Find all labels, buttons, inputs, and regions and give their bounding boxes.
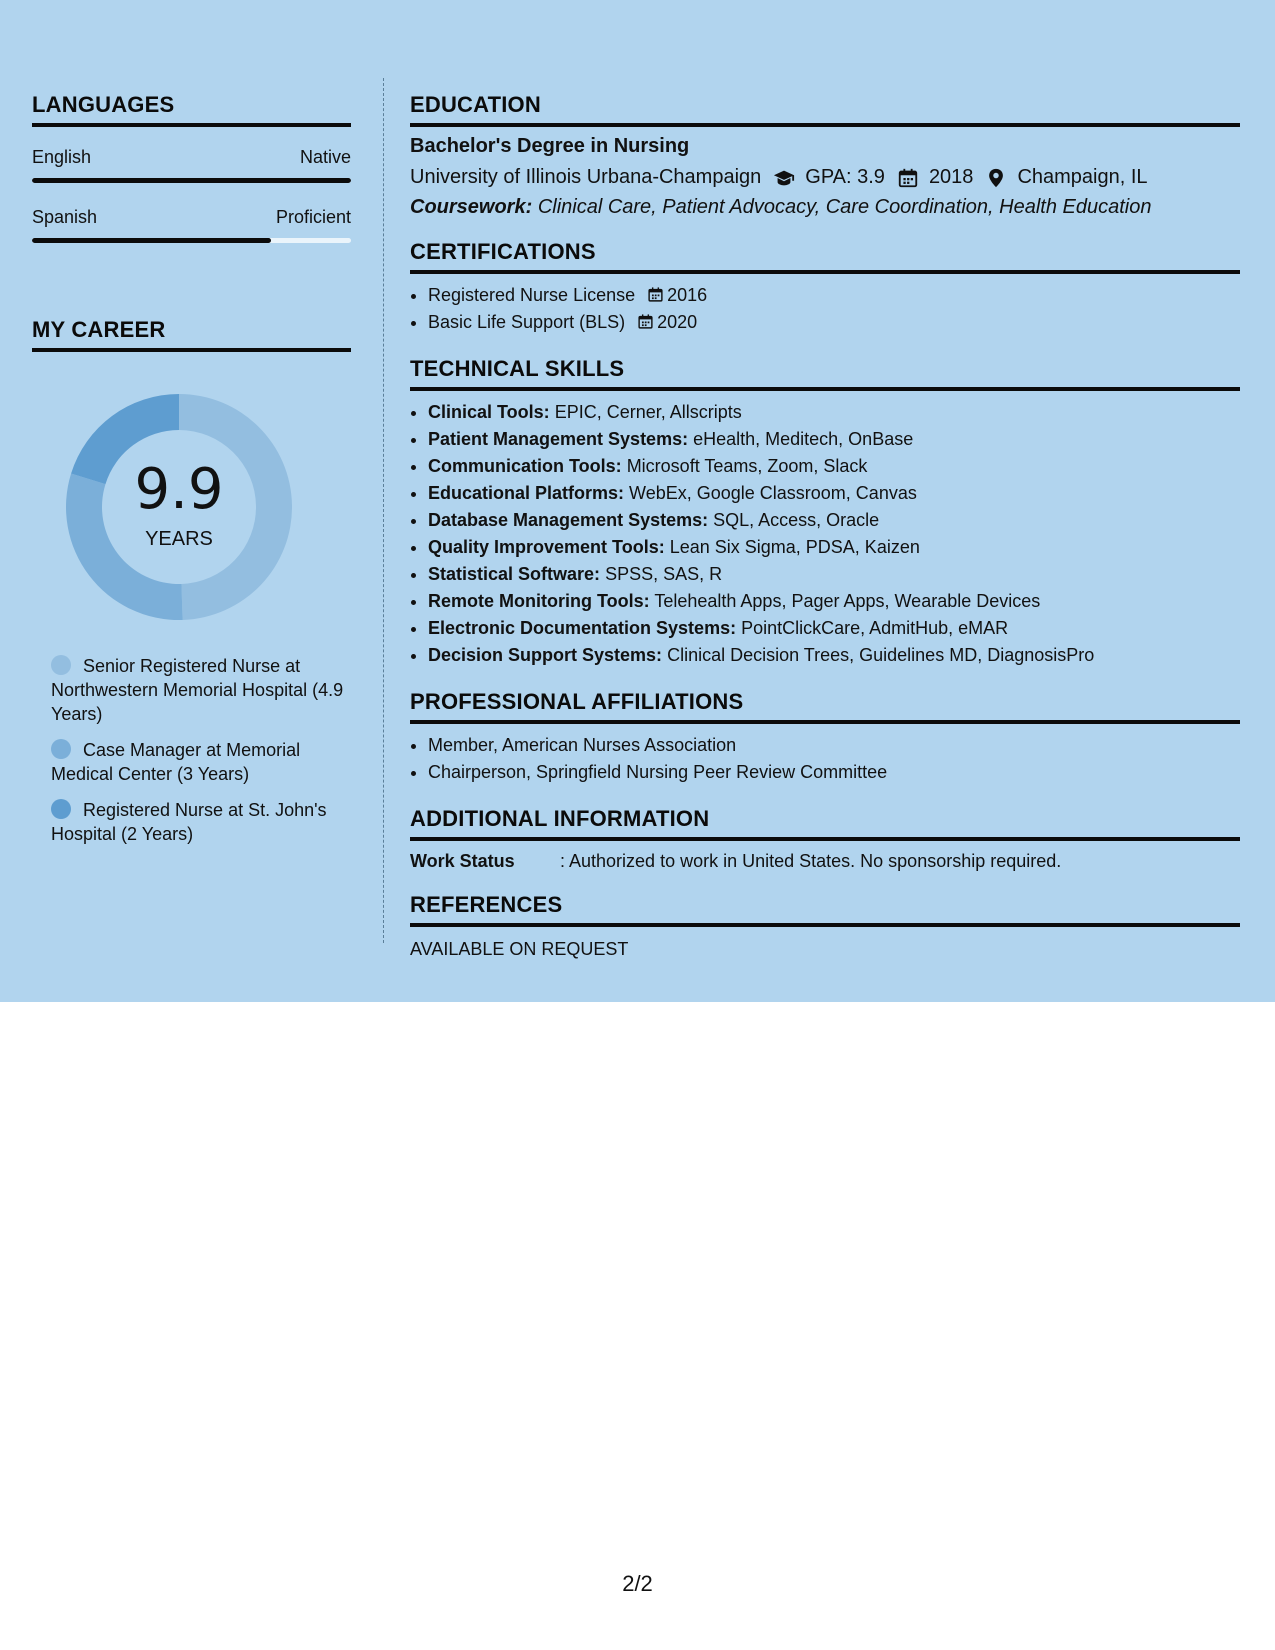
skill-label: Electronic Documentation Systems: xyxy=(428,618,737,638)
school-name: University of Illinois Urbana-Champaign xyxy=(410,166,762,188)
coursework xyxy=(410,196,1240,219)
work-status-label: Work Status xyxy=(410,851,515,871)
skill-value: Microsoft Teams, Zoom, Slack xyxy=(626,456,868,476)
career-total-years: 9.9 xyxy=(134,457,224,522)
calendar-icon xyxy=(897,167,919,189)
certification-year: 2016 xyxy=(667,285,708,305)
certification-item xyxy=(428,282,1240,309)
education-details xyxy=(410,166,1240,189)
legend-label: Case Manager at Memorial Medical Center (3 Years) xyxy=(51,740,301,784)
skill-label: Clinical Tools: xyxy=(428,402,550,422)
skill-value: Lean Six Sigma, PDSA, Kaizen xyxy=(669,537,920,557)
references-text: AVAILABLE ON REQUEST xyxy=(410,939,629,959)
affiliation-item: • Member, American Nurses Association xyxy=(428,732,1240,759)
certification-year: 2020 xyxy=(657,312,698,332)
skill-item xyxy=(428,399,1240,426)
skill-value: PointClickCare, AdmitHub, eMAR xyxy=(741,618,1009,638)
additional-info-heading: ADDITIONAL INFORMATION xyxy=(410,806,1240,841)
affiliations-section xyxy=(410,689,1240,786)
legend-label: Senior Registered Nurse at Northwestern Memorial Hospital (4.9 Years) xyxy=(51,656,344,724)
skill-label: Quality Improvement Tools: xyxy=(428,537,665,557)
school-location: Champaign, IL xyxy=(1017,166,1148,188)
calendar-icon xyxy=(637,313,654,330)
legend-item xyxy=(51,738,351,786)
skill-label: Decision Support Systems: xyxy=(428,645,663,665)
legend-item xyxy=(51,798,351,846)
affiliation-item: • Chairperson, Springfield Nursing Peer Review Committee xyxy=(428,759,1240,786)
certification-name: Registered Nurse License xyxy=(428,285,636,305)
coursework-list: Clinical Care, Patient Advocacy, Care Coordination, Health Education xyxy=(537,196,1152,218)
language-name: Spanish xyxy=(32,207,98,227)
graduation-year: 2018 xyxy=(928,166,974,188)
legend-label: Registered Nurse at St. John's Hospital (2 Years) xyxy=(51,800,327,844)
skill-item xyxy=(428,588,1240,615)
skill-label: Communication Tools: xyxy=(428,456,622,476)
language-level: Native xyxy=(299,147,351,167)
references-section xyxy=(410,892,1240,960)
skill-item xyxy=(428,534,1240,561)
left-column xyxy=(32,92,351,858)
skill-label: Database Management Systems: xyxy=(428,510,709,530)
skill-value: WebEx, Google Classroom, Canvas xyxy=(629,483,917,503)
career-heading: MY CAREER xyxy=(32,317,351,352)
skills-section xyxy=(410,356,1240,669)
skills-list xyxy=(410,399,1240,669)
language-item xyxy=(32,207,351,243)
degree-title: Bachelor's Degree in Nursing xyxy=(410,135,690,157)
affiliations-list xyxy=(410,732,1240,786)
work-status-row xyxy=(410,851,1240,872)
skill-label: Statistical Software: xyxy=(428,564,601,584)
language-bar-fill xyxy=(32,178,351,183)
career-legend xyxy=(32,654,351,846)
certifications-list xyxy=(410,282,1240,336)
legend-dot xyxy=(51,739,71,759)
skill-value: Clinical Decision Trees, Guidelines MD, DiagnosisPro xyxy=(667,645,1095,665)
donut-center xyxy=(66,394,292,620)
skill-item xyxy=(428,615,1240,642)
language-level: Proficient xyxy=(275,207,351,227)
legend-item xyxy=(51,654,351,726)
skill-label: Educational Platforms: xyxy=(428,483,625,503)
column-divider xyxy=(383,78,384,943)
calendar-icon xyxy=(647,286,664,303)
work-status-value: : Authorized to work in United States. No sponsorship required. xyxy=(560,851,1062,871)
references-heading: REFERENCES xyxy=(410,892,1240,927)
language-item xyxy=(32,147,351,183)
language-bar-fill xyxy=(32,238,271,243)
skill-item xyxy=(428,507,1240,534)
certifications-section xyxy=(410,239,1240,336)
legend-dot xyxy=(51,655,71,675)
skill-item xyxy=(428,426,1240,453)
skill-label: Remote Monitoring Tools: xyxy=(428,591,650,611)
affiliations-heading: PROFESSIONAL AFFILIATIONS xyxy=(410,689,1240,724)
page-number: 2/2 xyxy=(622,1571,653,1596)
education-section xyxy=(410,92,1240,219)
certifications-heading: CERTIFICATIONS xyxy=(410,239,1240,274)
coursework-label: Coursework: xyxy=(410,196,533,218)
graduation-cap-icon xyxy=(773,167,795,189)
skill-value: SQL, Access, Oracle xyxy=(713,510,880,530)
legend-dot xyxy=(51,799,71,819)
career-donut-chart xyxy=(66,394,292,620)
certification-item xyxy=(428,309,1240,336)
language-name: English xyxy=(32,147,92,167)
education-heading: EDUCATION xyxy=(410,92,1240,127)
skill-value: SPSS, SAS, R xyxy=(605,564,723,584)
skills-heading: TECHNICAL SKILLS xyxy=(410,356,1240,391)
additional-info-section xyxy=(410,806,1240,872)
skill-item xyxy=(428,642,1240,669)
language-bar xyxy=(32,238,351,243)
skill-item xyxy=(428,453,1240,480)
gpa: GPA: 3.9 xyxy=(805,166,885,188)
skill-value: eHealth, Meditech, OnBase xyxy=(693,429,914,449)
skill-item xyxy=(428,561,1240,588)
certification-name: Basic Life Support (BLS) xyxy=(428,312,626,332)
language-bar xyxy=(32,178,351,183)
skill-value: EPIC, Cerner, Allscripts xyxy=(554,402,742,422)
map-pin-icon xyxy=(985,167,1007,189)
career-total-unit: YEARS xyxy=(145,528,213,550)
skill-label: Patient Management Systems: xyxy=(428,429,689,449)
skill-item xyxy=(428,480,1240,507)
right-column xyxy=(410,92,1240,960)
skill-value: Telehealth Apps, Pager Apps, Wearable Devices xyxy=(654,591,1041,611)
languages-heading: LANGUAGES xyxy=(32,92,351,127)
